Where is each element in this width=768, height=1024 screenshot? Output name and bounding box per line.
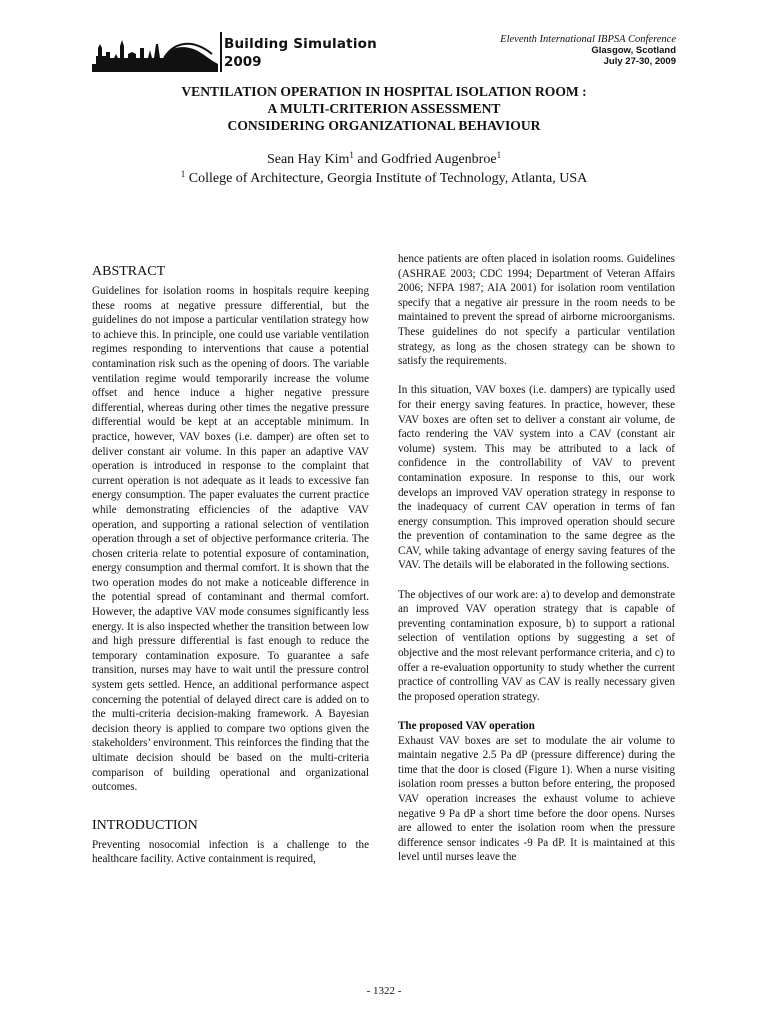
- affil-marker: 1: [180, 169, 186, 179]
- title-line: CONSIDERING ORGANIZATIONAL BEHAVIOUR: [227, 118, 541, 133]
- title-line: A MULTI-CRITERION ASSESSMENT: [267, 101, 501, 116]
- author-affil-marker: 1: [349, 150, 354, 160]
- subsection-heading: The proposed VAV operation: [398, 720, 535, 732]
- logo-year: 2009: [224, 54, 262, 70]
- introduction-heading: INTRODUCTION: [92, 817, 198, 833]
- conference-name: Eleventh International IBPSA Conference: [500, 34, 676, 45]
- left-column: [92, 263, 369, 867]
- paragraph: In this situation, VAV boxes (i.e. dampers) are typically used for their energy saving features. In practice, however, these VAV boxes are often set to deliver a constant air volume, de facto rendering the VAV system into a CAV (constant air volume) system. This may be attributed to a lack of confidence in the controllability of VAV to prevent contamination exposure. In response to this, our work develops an improved VAV operation strategy in response to the inadequacy of current CAV operation in terms of fan energy consumption. This improved operation should secure the prevention of contamination to the same degree as the CAV, while taking advantage of energy saving features of the VAV. The details will be elaborated in the following sections.: [398, 384, 675, 572]
- paragraph: hence patients are often placed in isolation rooms. Guidelines (ASHRAE 2003; CDC 1994; Department of Veteran Affairs 2006; NFPA 1987; AIA 2001) for isolation room ventilation specify that a negative air pressure in the room needs to be maintained to prevent the spread of airborne microorganisms. These guidelines do not specify a particular ventilation strategy, as long as the chosen strategy can be shown to satisfy the requirements.: [398, 253, 675, 368]
- author-separator: and: [353, 152, 382, 167]
- introduction-text: Preventing nosocomial infection is a challenge to the healthcare facility. Active containment is required,: [92, 838, 369, 866]
- paper-title: [0, 83, 768, 134]
- author-name: Godfried Augenbroe: [381, 152, 497, 167]
- conference-info: [500, 34, 676, 67]
- right-column: [398, 252, 675, 865]
- conference-logo: [92, 30, 392, 74]
- conference-location: Glasgow, Scotland: [591, 45, 676, 56]
- abstract-heading: ABSTRACT: [92, 264, 166, 279]
- conference-dates: July 27-30, 2009: [603, 56, 676, 67]
- author-list: [0, 151, 768, 169]
- page-number: - 1322 -: [366, 985, 402, 997]
- affiliation: [0, 170, 768, 188]
- paragraph: The objectives of our work are: a) to develop and demonstrate an improved VAV operation strategy that is capable of preventing contamination exposure, b) to support a rational selection of ventilation options by suggesting a set of objective and the most relevant performance criteria, and c) to offer a re-evaluation opportunity to study whether the current practice of controlling VAV as CAV is really necessary given the proposed operation strategy.: [398, 588, 675, 703]
- affil-text: College of Architecture, Georgia Institute of Technology, Atlanta, USA: [185, 171, 588, 186]
- author-name: Sean Hay Kim: [266, 152, 350, 167]
- logo-title: Building Simulation: [224, 36, 377, 52]
- author-affil-marker: 1: [496, 150, 502, 160]
- abstract-text: Guidelines for isolation rooms in hospitals require keeping these rooms at negative pressure differential, but the guidelines do not impose a particular ventilation strategy how to achieve this. In principle, one could use variable ventilation regimes responding to interventions that cause a potential contamination risk such as the opening of doors. The variable ventilation regime would temporarily increase the volume offset and hence induce a higher negative pressure differential, whereas during other times the negative pressure differential would be kept at an acceptable minimum. In practice, however, VAV boxes (i.e. damper) are often set to deliver constant air volume. In this paper an adaptive VAV operation is introduced in response to the complaint that current operation is not adequate as it leads to excessive fan energy consumption. The paper evaluates the current practice while demonstrating efficiencies of the adaptive VAV operation, and supporting a rational selection of ventilation operation through a set of objective performance criteria. The chosen criteria relate to potential exposure of contamination, energy consumption and thermal comfort. It is shown that the two operation modes do not make a noticeable difference in the potential spread of contaminant and thermal comfort. However, the adaptive VAV mode consumes significantly less energy. It is also inspected whether the transition between low and high pressure differential is fast enough to reduce the temporary contamination exposure. To guarantee a safe transition, nurses may have to wait until the pressure control system gets settled. Hence, an additional performance aspect concerning the potential of delayed direct care is added on to the multi-criteria decision-making framework. A Bayesian decision theory is applied to compare two options given the stakeholders’ environment. This reinforces the finding that the ultimate decision should be based on the multi-criteria comparison of building operational and organizational outcomes.: [92, 285, 369, 794]
- logo-divider: [220, 32, 222, 72]
- paragraph: Exhaust VAV boxes are set to modulate the air volume to maintain negative 2.5 Pa dP (pressure difference) during the time that the door is closed (Figure 1). When a nurse visiting isolation room presses a button before entering, the proposed VAV operation increases the exhaust volume to achieve negative 9 Pa dP a short time before the door opens. Nurses are allowed to enter the isolation room when the pressure difference sensor indicates -9 Pa dP. It is maintained at this level until nurses leave the: [398, 734, 675, 864]
- title-line: VENTILATION OPERATION IN HOSPITAL ISOLATION ROOM :: [181, 84, 587, 99]
- skyline-silhouette-icon: [92, 34, 218, 72]
